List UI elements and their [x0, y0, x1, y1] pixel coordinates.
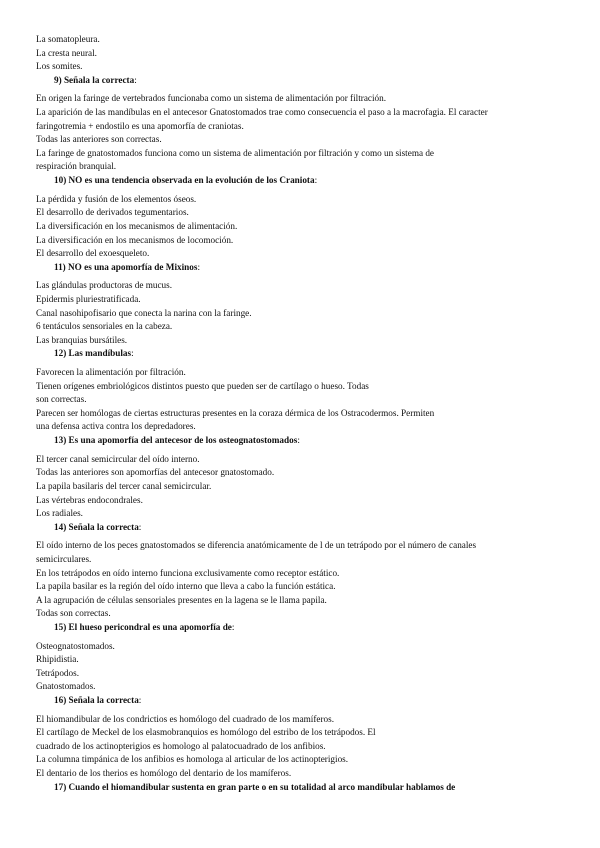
- question-colon: :: [314, 175, 318, 186]
- answer-line: En los tetrápodos en oído interno funciona exclusivamente como receptor estático.: [36, 567, 340, 578]
- answer-line: Tienen orígenes embriológicos distintos puesto que pueden ser de cartílago o hueso. Todas: [36, 380, 369, 391]
- answer-line: Epidermis pluriestratificada.: [36, 293, 141, 304]
- answer-line: El cartílago de Meckel de los elasmobranquios es homólogo del estribo de los tetrápodos. El: [36, 727, 376, 738]
- answer-line: 6 tentáculos sensoriales en la cabeza.: [36, 321, 173, 332]
- answer-line: Tetrápodos.: [36, 667, 79, 678]
- answer-line: El hiomandibular de los condrictios es homólogo del cuadrado de los mamíferos.: [36, 713, 335, 724]
- answer-line: El oído interno de los peces gnatostomados se diferencia anatómicamente de l de un tetrápodo por el número de canales: [36, 540, 477, 551]
- answer-line: Todas las anteriores son correctas.: [36, 134, 162, 145]
- question-text: 15) El hueso pericondral es una apomorfía de: [54, 621, 232, 632]
- answer-line: La cresta neural.: [36, 47, 97, 58]
- question-colon: :: [138, 695, 142, 706]
- answer-line: La pérdida y fusión de los elementos óseos.: [36, 193, 197, 204]
- answer-line: Todas las anteriores son apomorfías del antecesor gnatostomado.: [36, 467, 275, 478]
- question-heading: [36, 261, 576, 275]
- answer-line: Los somites.: [36, 61, 83, 72]
- answer-line: Las branquias bursátiles.: [36, 334, 128, 345]
- question-heading: [36, 174, 576, 188]
- question-colon: :: [197, 261, 200, 272]
- question-heading: [36, 521, 576, 535]
- question-text: 9) Señala la correcta: [54, 74, 135, 85]
- answer-line: Gnatostomados.: [36, 681, 96, 692]
- question-text: 16) Señala la correcta: [54, 695, 139, 706]
- answer-line: La papila basilar es la región del oído interno que lleva a cabo la función estática.: [36, 581, 336, 592]
- question-colon: :: [138, 521, 142, 532]
- answer-line: La diversificación en los mecanismos de locomoción.: [36, 234, 234, 245]
- question-heading: [36, 74, 576, 88]
- answer-line: son correctas.: [36, 394, 87, 405]
- answer-line: En origen la faringe de vertebrados funcionaba como un sistema de alimentación por filtración.: [36, 93, 387, 104]
- question-colon: :: [231, 621, 235, 632]
- answer-line: Parecen ser homólogas de ciertas estructuras presentes en la coraza dérmica de los Ostracodermos. Permiten: [36, 407, 435, 418]
- answer-line: Canal nasohipofisario que conecta la narina con la faringe.: [36, 307, 252, 318]
- answer-line: faringotremia + endostilo es una apomorfía de craniotas.: [36, 120, 244, 131]
- answer-line: Todas son correctas.: [36, 608, 111, 619]
- answer-line: Las glándulas productoras de mucus.: [36, 280, 172, 291]
- question-heading: [36, 621, 576, 635]
- answer-line: Los radiales.: [36, 508, 83, 519]
- answer-line: La columna timpánica de los anfibios es homologa al articular de los actinopterigios.: [36, 754, 349, 765]
- question-colon: :: [131, 348, 134, 359]
- answer-line: La aparición de las mandíbulas en el antecesor Gnatostomados trae como consecuencia el paso a la macrofagia. El caracter: [36, 107, 488, 118]
- answer-line: semicirculares.: [36, 553, 92, 564]
- answer-line: Las vértebras endocondrales.: [36, 494, 143, 505]
- answer-line: una defensa activa contra los depredadores.: [36, 421, 196, 432]
- question-text: 13) Es una apomorfía del antecesor de los osteognatostomados: [54, 435, 298, 446]
- answer-line: La somatopleura.: [36, 34, 100, 44]
- answer-line: Osteognatostomados.: [36, 640, 115, 651]
- question-colon: :: [297, 435, 300, 446]
- answer-line: El tercer canal semicircular del oído interno.: [36, 453, 200, 464]
- answer-line: La diversificación en los mecanismos de alimentación.: [36, 220, 238, 231]
- answer-line: Favorecen la alimentación por filtración.: [36, 367, 186, 378]
- question-text: 12) Las mandíbulas: [54, 348, 132, 359]
- question-heading: [36, 347, 576, 361]
- answer-line: La papila basilaris del tercer canal semicircular.: [36, 480, 212, 491]
- question-text: 17) Cuando el hiomandibular sustenta en gran parte o en su totalidad al arco mandibular hablamos de: [54, 781, 456, 792]
- document-page: [36, 33, 576, 794]
- answer-line: cuadrado de los actinopterigios es homologo al palatocuadrado de los anfibios.: [36, 740, 326, 751]
- answer-line: Rhipidistia.: [36, 654, 79, 665]
- answer-line: El dentario de los therios es homólogo del dentario de los mamíferos.: [36, 768, 292, 779]
- answer-line: El desarrollo de derivados tegumentarios.: [36, 207, 189, 218]
- question-text: 11) NO es una apomorfía de Mixinos: [54, 261, 198, 272]
- answer-line: La faringe de gnatostomados funciona como un sistema de alimentación por filtración y como un sistema de: [36, 147, 435, 158]
- question-heading: [36, 781, 576, 795]
- question-colon: :: [134, 74, 137, 85]
- question-heading: [36, 694, 576, 708]
- answer-line: A la agrupación de células sensoriales presentes en la lagena se le llama papila.: [36, 594, 327, 605]
- answer-line: respiración branquial.: [36, 161, 117, 172]
- answer-line: El desarrollo del exoesqueleto.: [36, 248, 150, 259]
- question-text: 14) Señala la correcta: [54, 521, 139, 532]
- question-text: 10) NO es una tendencia observada en la evolución de los Craniota: [54, 175, 315, 186]
- question-heading: [36, 434, 576, 448]
